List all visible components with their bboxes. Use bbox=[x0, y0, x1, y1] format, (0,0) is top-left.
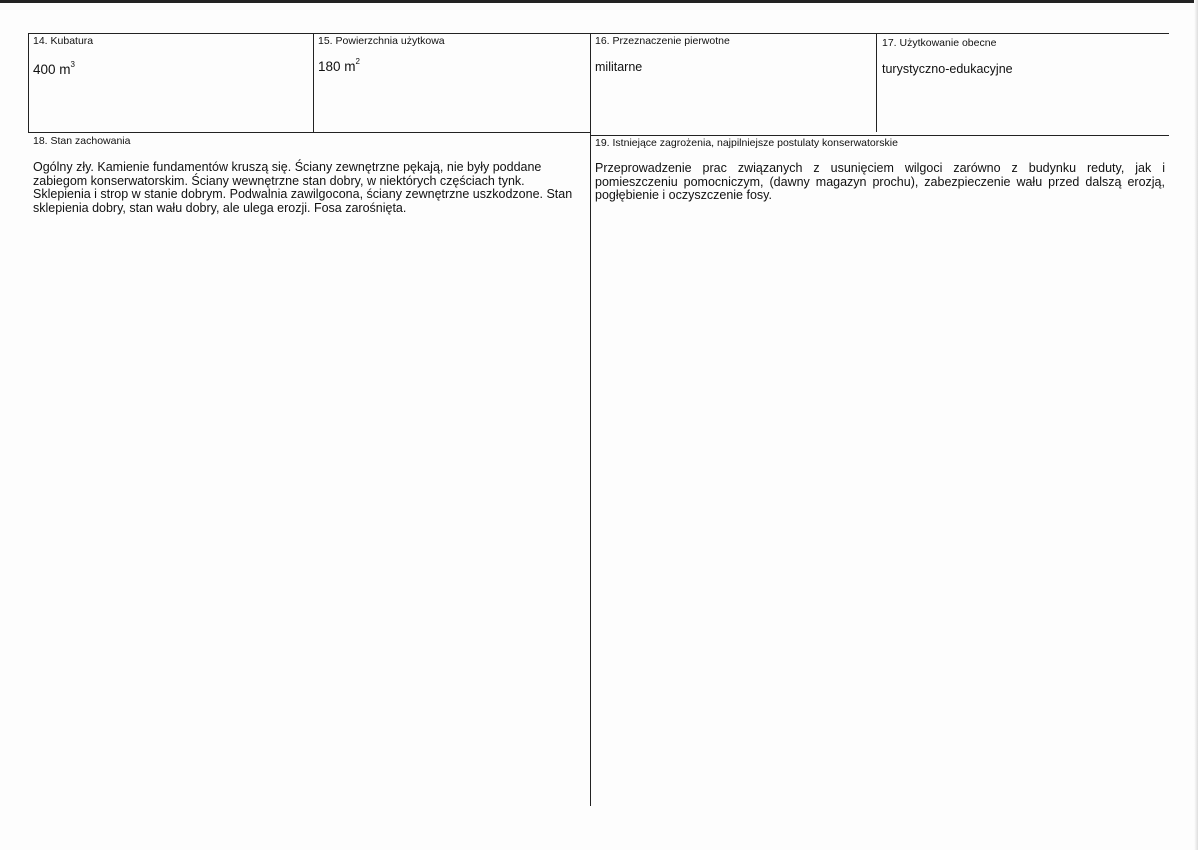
row-divider-right bbox=[590, 135, 1169, 136]
kubatura-label: 14. Kubatura bbox=[33, 35, 94, 47]
zagrozenia-label: 19. Istniejące zagrożenia, najpilniejsze postulaty konserwatorskie bbox=[595, 137, 898, 149]
left-border bbox=[28, 33, 29, 133]
page-right-edge bbox=[1194, 0, 1198, 850]
stan-label: 18. Stan zachowania bbox=[33, 135, 131, 147]
divider-14-15 bbox=[313, 33, 314, 132]
zagrozenia-text: Przeprowadzenie prac związanych z usunięciem wilgoci zarówno z budynku reduty, jak i pomieszczeniu pomocniczym, (dawny magazyn prochu), zabezpieczenie wału przed dalszą erozją, pogłębienie i oczyszczenie fosy. bbox=[595, 161, 1165, 202]
top-row-top-border bbox=[28, 33, 1169, 34]
uzytkowanie-value: turystyczno-edukacyjne bbox=[882, 62, 1013, 76]
page-top-edge bbox=[0, 0, 1198, 3]
przeznaczenie-value: militarne bbox=[595, 60, 643, 74]
uzytkowanie-label: 17. Użytkowanie obecne bbox=[882, 37, 997, 49]
divider-16-17 bbox=[876, 33, 877, 132]
przeznaczenie-label: 16. Przeznaczenie pierwotne bbox=[595, 35, 730, 47]
center-divider bbox=[590, 33, 591, 806]
kubatura-value bbox=[33, 62, 75, 78]
row-divider-left bbox=[28, 132, 590, 133]
kubatura-exponent: 3 bbox=[70, 60, 75, 69]
kubatura-value-text: 400 m bbox=[33, 62, 71, 77]
powierzchnia-value bbox=[318, 59, 360, 75]
stan-text: Ogólny zły. Kamienie fundamentów kruszą się. Ściany zewnętrzne pękają, nie były poddane zabiegom konserwatorskim. Ściany wewnętrzne stan dobry, w niektórych częściach tynk. Sklepienia i strop w stanie dobrym. Podwalnia zawilgocona, ściany zewnętrzne uszkodzone. Stan sklepienia dobry, stan wału dobry, ale ulega erozji. Fosa zarośnięta. bbox=[33, 160, 573, 215]
powierzchnia-label: 15. Powierzchnia użytkowa bbox=[318, 35, 445, 47]
powierzchnia-value-text: 180 m bbox=[318, 59, 356, 74]
powierzchnia-exponent: 2 bbox=[355, 57, 360, 66]
